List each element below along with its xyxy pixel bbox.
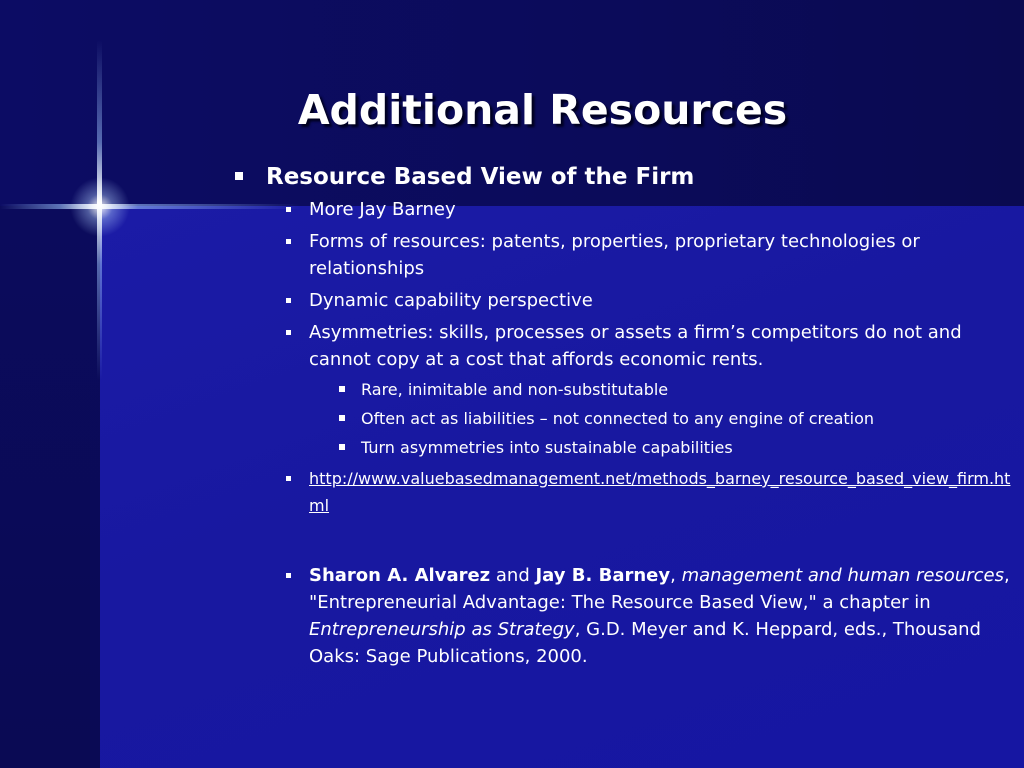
slide-content [230,160,1020,675]
square-bullet-icon [286,330,291,335]
sub-list-item-text: Often act as liabilities – not connected to any engine of creation [361,409,875,428]
square-bullet-icon [339,444,345,450]
sub-list-item-text: Rare, inimitable and non-substitutable [361,380,669,399]
sub-list-item-text: Turn asymmetries into sustainable capabilities [361,438,733,457]
square-bullet-icon [286,239,291,244]
square-bullet-icon [339,386,345,392]
list-item-text: Asymmetries: skills, processes or assets a firm’s competitors do not and cannot copy at a cost that affords economic rents. [309,322,962,370]
slide-title: Additional Resources [297,86,788,134]
citation-part1: , "Entrepreneurial Advantage: The Resource Based View," a chapter in [309,565,1010,613]
sub-list-item [336,436,1020,459]
list-item [286,196,1020,223]
heading-text: Resource Based View of the Firm [266,164,695,190]
citation-comma: , [670,565,682,586]
citation-author2: Jay B. Barney [535,565,671,586]
spacer [230,524,1020,562]
list-item [286,319,1020,373]
citation-part2: , G.D. Meyer and K. Heppard, eds., Thousand Oaks: Sage Publications, 2000. [309,619,981,667]
heading-item [230,160,1020,194]
citation-field: management and human resources [681,565,1004,586]
square-bullet-icon [286,573,291,578]
citation-and: and [490,565,536,586]
citation-author1: Sharon A. Alvarez [309,565,491,586]
citation-item [286,562,1020,670]
list-item-link [286,465,1020,519]
background-left-band [0,206,100,768]
list-item-text: Forms of resources: patents, properties, proprietary technologies or relationships [309,231,920,279]
square-bullet-icon [339,415,345,421]
list-item [286,228,1020,282]
square-bullet-icon [235,172,243,180]
citation-book: Entrepreneurship as Strategy [309,619,575,640]
list-item [286,287,1020,314]
sub-list-item [336,378,1020,401]
list-item-text: Dynamic capability perspective [309,290,593,311]
square-bullet-icon [286,298,291,303]
square-bullet-icon [286,476,291,481]
list-item-text: More Jay Barney [309,199,456,220]
square-bullet-icon [286,207,291,212]
sub-list-item [336,407,1020,430]
citation-text [309,565,1010,667]
resource-link[interactable]: http://www.valuebasedmanagement.net/methods_barney_resource_based_view_firm.html [309,469,1011,515]
